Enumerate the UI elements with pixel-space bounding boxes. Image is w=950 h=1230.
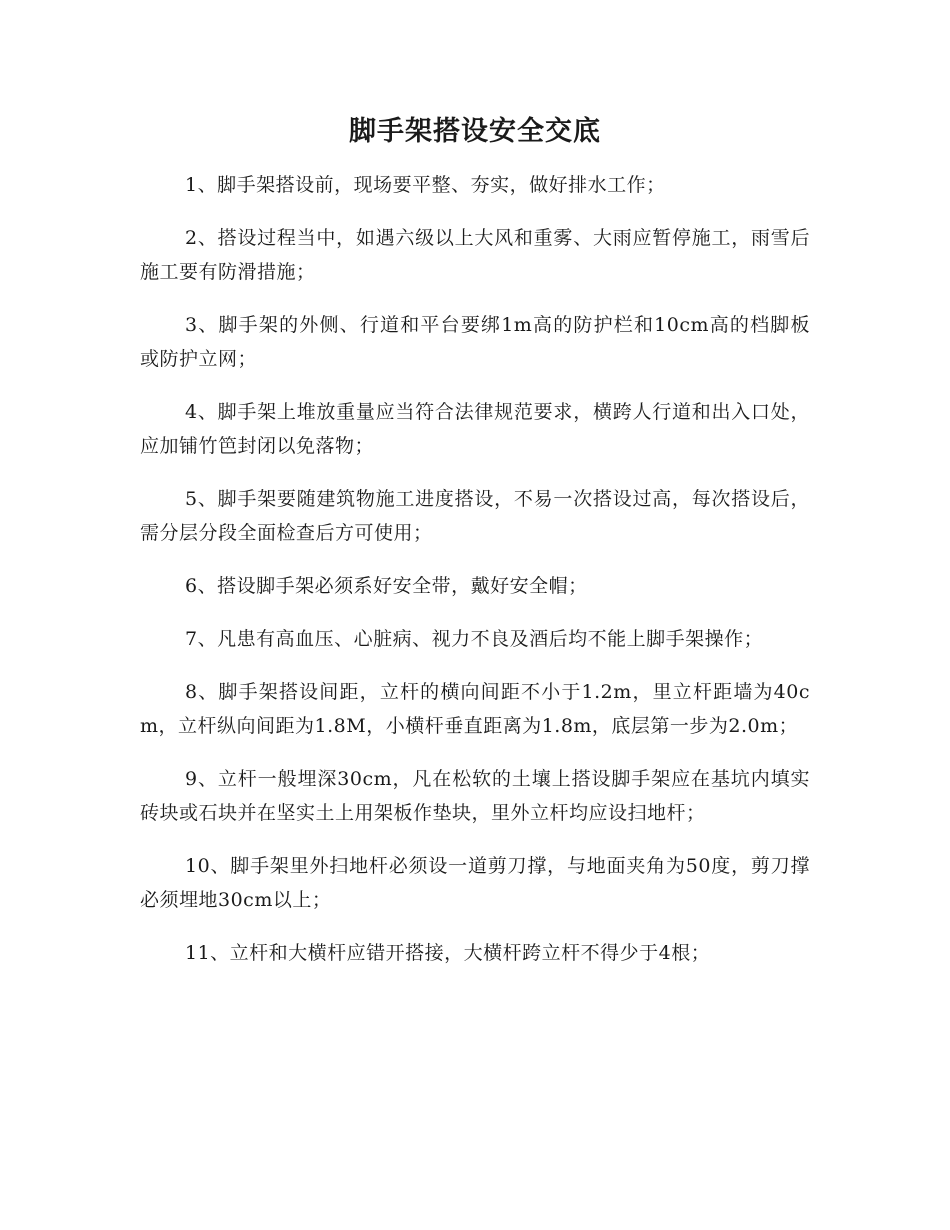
safety-item-5: 5、脚手架要随建筑物施工进度搭设，不易一次搭设过高，每次搭设后，需分层分段全面检查后方可使用； <box>140 488 810 544</box>
safety-item-9: 9、立杆一般埋深30cm，凡在松软的土壤上搭设脚手架应在基坑内填实砖块或石块并在坚实土上用架板作垫块，里外立杆均应设扫地杆； <box>140 768 810 824</box>
safety-item-8: 8、脚手架搭设间距，立杆的横向间距不小于1.2m，里立杆距墙为40cm，立杆纵向间距为1.8M，小横杆垂直距离为1.8m，底层第一步为2.0m； <box>140 681 810 737</box>
safety-item-3: 3、脚手架的外侧、行道和平台要绑1m高的防护栏和10cm高的档脚板或防护立网； <box>140 314 810 370</box>
safety-item-10: 10、脚手架里外扫地杆必须设一道剪刀撑，与地面夹角为50度，剪刀撑必须埋地30cm以上； <box>140 855 810 911</box>
safety-item-4: 4、脚手架上堆放重量应当符合法律规范要求，横跨人行道和出入口处，应加铺竹笆封闭以免落物； <box>140 401 810 457</box>
safety-item-2: 2、搭设过程当中，如遇六级以上大风和重雾、大雨应暂停施工，雨雪后施工要有防滑措施； <box>140 227 810 283</box>
safety-item-7: 7、凡患有高血压、心脏病、视力不良及酒后均不能上脚手架操作； <box>185 628 764 650</box>
safety-item-11: 11、立杆和大横杆应错开搭接，大横杆跨立杆不得少于4根； <box>185 942 711 964</box>
document-title: 脚手架搭设安全交底 <box>349 116 601 147</box>
safety-item-6: 6、搭设脚手架必须系好安全带，戴好安全帽； <box>185 575 588 597</box>
safety-item-1: 1、脚手架搭设前，现场要平整、夯实，做好排水工作； <box>185 174 666 196</box>
